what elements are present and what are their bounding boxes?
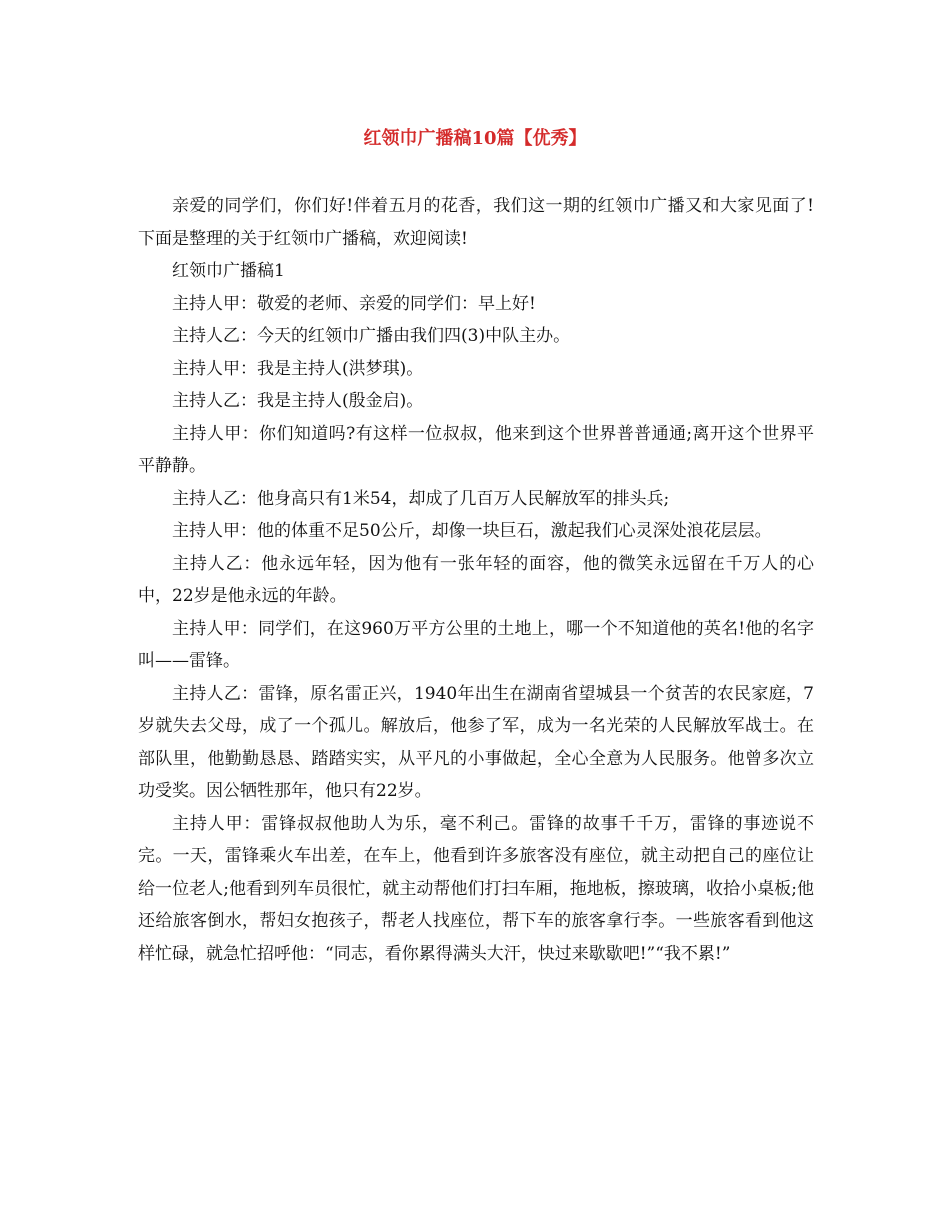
dialogue-line: 主持人甲：他的体重不足50公斤，却像一块巨石，激起我们心灵深处浪花层层。 [172,521,772,541]
dialogue-line: 主持人甲：敬爱的老师、亲爱的同学们：早上好! [172,293,536,314]
dialogue-line: 主持人乙：我是主持人(殷金启)。 [172,391,424,411]
dialogue-line: 主持人甲：我是主持人(洪梦琪)。 [172,358,424,379]
section-heading: 红领巾广播稿1 [172,261,285,281]
dialogue-line: 主持人甲：你们知道吗?有这样一位叔叔，他来到这个世界普普通通;离开这个世界平平静静。 [138,423,814,476]
dialogue-line: 主持人甲：雷锋叔叔他助人为乐，毫不利己。雷锋的故事千千万，雷锋的事迹说不完。一天，雷锋乘火车出差，在车上，他看到许多旅客没有座位，就主动把自己的座位让给一位老人;他看到列车员很忙，就主动帮他们打扫车厢，拖地板，擦玻璃，收拾小桌板;他还给旅客倒水，帮妇女抱孩子，帮老人找座位，帮下车的旅客拿行李。一些旅客看到他这样忙碌，就急忙招呼他：“同志，看你累得满头大汗，快过来歇歇吧!”“我不累!” [138,813,814,964]
document-title: 红领巾广播稿10篇【优秀】 [363,128,587,149]
dialogue-line: 主持人乙：今天的红领巾广播由我们四(3)中队主办。 [172,326,571,346]
dialogue-line: 主持人乙：他永远年轻，因为他有一张年轻的面容，他的微笑永远留在千万人的心中，22岁是他永远的年龄。 [138,553,814,606]
intro-paragraph: 亲爱的同学们，你们好!伴着五月的花香，我们这一期的红领巾广播又和大家见面了!下面是整理的关于红领巾广播稿，欢迎阅读! [138,196,814,249]
dialogue-line: 主持人乙：雷锋，原名雷正兴，1940年出生在湖南省望城县一个贫苦的农民家庭，7岁就失去父母，成了一个孤儿。解放后，他参了军，成为一名光荣的人民解放军战士。在部队里，他勤勤恳恳、踏踏实实，从平凡的小事做起，全心全意为人民服务。他曾多次立功受奖。因公牺牲那年，他只有22岁。 [138,683,814,801]
dialogue-line: 主持人甲：同学们，在这960万平方公里的土地上，哪一个不知道他的英名!他的名字叫——雷锋。 [138,618,814,671]
document-body [138,190,814,970]
dialogue-line: 主持人乙：他身高只有1米54，却成了几百万人民解放军的排头兵; [172,488,670,509]
